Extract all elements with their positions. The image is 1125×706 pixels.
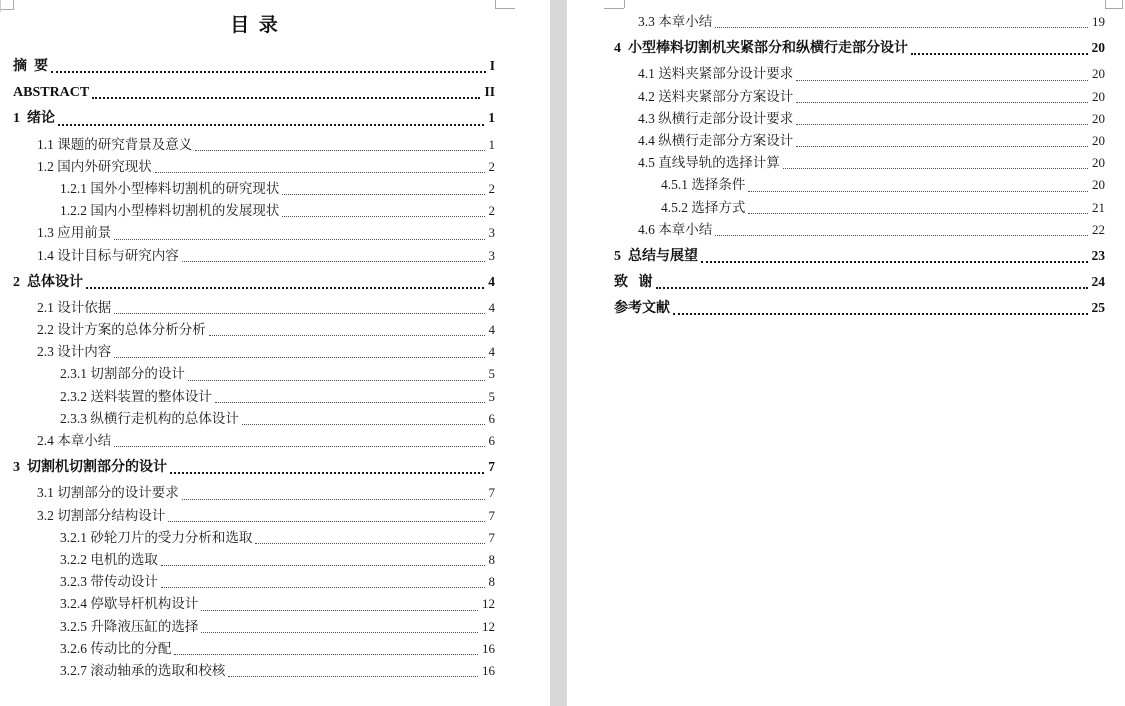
toc-entry[interactable]: [13, 593, 495, 615]
toc-entry-page: II: [484, 84, 495, 100]
toc-entry[interactable]: [13, 319, 495, 341]
toc-entry-label: 1.2.2 国内小型棒料切割机的发展现状: [60, 203, 280, 219]
toc-entry-label: 3.1 切割部分的设计要求: [37, 485, 179, 501]
toc-entry-label: 2.3.1 切割部分的设计: [60, 366, 185, 382]
toc-entry-label: 2.3.2 送料装置的整体设计: [60, 388, 212, 404]
crop-mark-right-page-top-right-v: [1105, 0, 1106, 8]
toc-entry[interactable]: [13, 134, 495, 156]
crop-mark-left-page-top-left: [0, 9, 14, 10]
dot-leader: [155, 171, 485, 173]
dot-leader: [796, 145, 1088, 147]
toc-entry-label: 2 总体设计: [13, 274, 83, 290]
toc-entry-page: 12: [482, 596, 495, 612]
dot-leader: [114, 238, 484, 240]
dot-leader: [209, 334, 485, 336]
toc-entry[interactable]: [13, 341, 495, 363]
toc-entry[interactable]: [614, 63, 1105, 85]
toc-entry[interactable]: [13, 456, 495, 478]
toc-entry-page: 2: [488, 158, 495, 174]
toc-entry-label: 2.2 设计方案的总体分析分析: [37, 322, 206, 338]
toc-entry-label: 2.3.3 纵横行走机构的总体设计: [60, 410, 239, 426]
toc-entry-page: 4: [488, 273, 495, 289]
dot-leader: [188, 379, 485, 381]
toc-entry-label: 3.2.1 砂轮刀片的受力分析和选取: [60, 529, 253, 545]
toc-entry-label: 3.2.3 带传动设计: [60, 574, 158, 590]
toc-entry-label: 2.1 设计依据: [37, 299, 112, 315]
toc-entry-page: 20: [1091, 40, 1105, 56]
toc-entry[interactable]: [13, 386, 495, 408]
toc-entry-label: 4.5 直线导轨的选择计算: [638, 155, 780, 171]
toc-entry-label: 3.2.5 升降液压缸的选择: [60, 618, 199, 634]
toc-entry-page: 25: [1091, 300, 1105, 316]
toc-entry-label: 1.3 应用前景: [37, 225, 112, 241]
toc-entry[interactable]: [13, 482, 495, 504]
toc-entry[interactable]: [614, 108, 1105, 130]
toc-entry[interactable]: [614, 271, 1105, 293]
dot-leader: [86, 286, 484, 289]
dot-leader: [201, 631, 478, 633]
toc-entry-label: 2.4 本章小结: [37, 433, 112, 448]
dot-leader: [114, 312, 484, 314]
crop-mark-right-page-top-right-v2: [1122, 0, 1123, 8]
toc-entry-label: 3.3 本章小结: [638, 14, 713, 29]
toc-entry-label: 1.2.1 国外小型棒料切割机的研究现状: [60, 180, 280, 196]
toc-entry[interactable]: [13, 55, 495, 77]
toc-entry-page: 20: [1092, 88, 1105, 104]
toc-list-right: [614, 11, 1105, 319]
toc-entry-label: 4 小型棒料切割机夹紧部分和纵横行走部分设计: [614, 41, 908, 57]
toc-entry-label: 摘 要: [13, 59, 48, 74]
toc-entry-page: 8: [488, 574, 495, 590]
page-left: [13, 0, 495, 682]
dot-leader: [51, 70, 486, 73]
dot-leader: [170, 471, 484, 474]
toc-entry[interactable]: [13, 156, 495, 178]
toc-entry-label: 1.4 设计目标与研究内容: [37, 247, 179, 263]
toc-entry[interactable]: [13, 81, 495, 103]
crop-mark-right-page-top-left-v: [624, 0, 625, 8]
toc-entry-label: 3.2.7 滚动轴承的选取和校核: [60, 662, 226, 678]
toc-entry-page: 8: [488, 551, 495, 567]
toc-entry-page: 22: [1092, 221, 1105, 237]
toc-entry[interactable]: [13, 363, 495, 385]
page-right: [614, 0, 1105, 323]
toc-entry-label: 3.2 切割部分结构设计: [37, 507, 166, 523]
dot-leader: [715, 26, 1088, 28]
toc-entry-label: 4.6 本章小结: [638, 221, 713, 237]
toc-entry[interactable]: [13, 297, 495, 319]
dot-leader: [748, 190, 1088, 192]
toc-entry-label: 1 绪论: [13, 111, 55, 127]
toc-entry-label: 4.3 纵横行走部分设计要求: [638, 110, 794, 126]
toc-entry[interactable]: [614, 86, 1105, 108]
toc-entry[interactable]: [13, 660, 495, 682]
toc-entry-page: 20: [1092, 155, 1105, 171]
toc-entry[interactable]: [13, 271, 495, 293]
toc-entry[interactable]: [13, 549, 495, 571]
toc-entry[interactable]: [13, 222, 495, 244]
toc-entry-page: 2: [488, 203, 495, 219]
dot-leader: [168, 520, 484, 522]
toc-entry-page: 3: [488, 225, 495, 241]
toc-entry-page: 24: [1091, 274, 1105, 290]
toc-entry-page: 5: [488, 366, 495, 382]
toc-entry[interactable]: [13, 571, 495, 593]
dot-leader: [114, 445, 484, 447]
dot-leader: [783, 167, 1088, 169]
dot-leader: [182, 498, 485, 500]
dot-leader: [215, 401, 485, 403]
toc-entry[interactable]: [13, 200, 495, 222]
toc-entry[interactable]: [614, 297, 1105, 319]
toc-entry-page: 4: [488, 299, 495, 315]
toc-entry-label: 3.2.4 停歇导杆机构设计: [60, 596, 199, 612]
toc-entry-page: 1: [488, 110, 495, 126]
toc-entry-label: 4.2 送料夹紧部分方案设计: [638, 88, 794, 104]
toc-entry[interactable]: [13, 430, 495, 452]
dot-leader: [673, 312, 1088, 315]
toc-entry-page: 20: [1092, 177, 1105, 193]
toc-entry[interactable]: [13, 178, 495, 200]
toc-entry-label: 4.4 纵横行走部分方案设计: [638, 132, 794, 148]
toc-entry-page: 7: [488, 507, 495, 523]
toc-entry-page: 21: [1092, 199, 1105, 215]
toc-title: 目 录: [230, 15, 278, 36]
dot-leader: [201, 609, 478, 611]
dot-leader: [182, 260, 485, 262]
dot-leader: [796, 123, 1088, 125]
crop-mark-left-page-top-right: [495, 8, 515, 9]
dot-leader: [911, 52, 1088, 55]
toc-entry-page: 16: [482, 662, 495, 678]
toc-entry-page: I: [489, 58, 495, 73]
toc-entry[interactable]: [614, 11, 1105, 33]
toc-entry-label: 致 谢: [614, 275, 653, 291]
toc-entry-label: 5 总结与展望: [614, 248, 698, 264]
toc-entry[interactable]: [614, 152, 1105, 174]
toc-entry[interactable]: [13, 638, 495, 660]
toc-entry-label: 4.1 送料夹紧部分设计要求: [638, 66, 794, 82]
dot-leader: [174, 653, 478, 655]
toc-entry[interactable]: [13, 527, 495, 549]
dot-leader: [282, 215, 484, 217]
dot-leader: [242, 423, 485, 425]
toc-entry-label: 3.2.6 传动比的分配: [60, 640, 172, 656]
toc-entry-label: 参考文献: [614, 301, 670, 317]
dot-leader: [161, 586, 485, 588]
toc-entry[interactable]: [13, 408, 495, 430]
toc-entry-page: 7: [488, 459, 495, 475]
toc-entry-label: 4.5.2 选择方式: [661, 199, 746, 215]
toc-entry[interactable]: [13, 616, 495, 638]
dot-leader: [796, 79, 1088, 81]
dot-leader: [282, 193, 484, 195]
toc-entry[interactable]: [13, 107, 495, 129]
toc-entry-page: 20: [1092, 110, 1105, 126]
toc-entry-page: 7: [488, 529, 495, 545]
toc-entry-page: 7: [488, 485, 495, 501]
dot-leader: [715, 234, 1088, 236]
crop-mark-right-page-top-left: [604, 8, 624, 9]
toc-entry-label: 3 切割机切割部分的设计: [13, 460, 167, 476]
toc-entry-label: 4.5.1 选择条件: [661, 177, 746, 193]
dot-leader: [195, 149, 484, 151]
dot-leader: [114, 356, 484, 358]
toc-entry-page: 4: [488, 344, 495, 360]
dot-leader: [796, 101, 1088, 103]
toc-entry-page: 6: [488, 410, 495, 426]
dot-leader: [656, 286, 1088, 289]
toc-entry-page: 16: [482, 640, 495, 656]
toc-entry[interactable]: [614, 219, 1105, 241]
toc-entry-page: 12: [482, 618, 495, 634]
dot-leader: [748, 212, 1088, 214]
toc-entry[interactable]: [614, 245, 1105, 267]
toc-entry-page: 2: [488, 180, 495, 196]
toc-entry-page: 3: [488, 247, 495, 263]
dot-leader: [92, 96, 480, 99]
crop-mark-right-page-top-right: [1105, 8, 1123, 9]
crop-mark-left-page-top-right-v: [495, 0, 496, 8]
dot-leader: [701, 260, 1088, 263]
toc-entry-page: 20: [1092, 66, 1105, 82]
toc-entry[interactable]: [614, 37, 1105, 59]
toc-entry-page: 23: [1091, 247, 1105, 263]
toc-entry-label: 2.3 设计内容: [37, 344, 112, 360]
dot-leader: [255, 542, 484, 544]
toc-entry[interactable]: [13, 505, 495, 527]
toc-entry-page: 19: [1092, 14, 1105, 29]
toc-entry-page: 20: [1092, 132, 1105, 148]
toc-entry-label: 3.2.2 电机的选取: [60, 551, 158, 567]
toc-entry[interactable]: [13, 245, 495, 267]
toc-entry-label: ABSTRACT: [13, 85, 90, 101]
dot-leader: [58, 123, 484, 126]
toc-entry-label: 1.1 课题的研究背景及意义: [37, 136, 193, 152]
toc-entry[interactable]: [614, 197, 1105, 219]
toc-entry-page: 5: [488, 388, 495, 404]
page-edge-sliver: [0, 0, 1, 12]
toc-list-left: [13, 55, 495, 682]
crop-mark-left-page-top-left-v: [13, 0, 14, 10]
dot-leader: [161, 564, 485, 566]
page-gutter: [550, 0, 567, 706]
dot-leader: [228, 675, 478, 677]
toc-entry-page: 1: [488, 136, 495, 152]
toc-entry-page: 4: [488, 322, 495, 338]
toc-entry[interactable]: [614, 130, 1105, 152]
toc-entry-label: 1.2 国内外研究现状: [37, 158, 152, 174]
toc-entry-page: 6: [488, 433, 495, 448]
toc-entry[interactable]: [614, 174, 1105, 196]
